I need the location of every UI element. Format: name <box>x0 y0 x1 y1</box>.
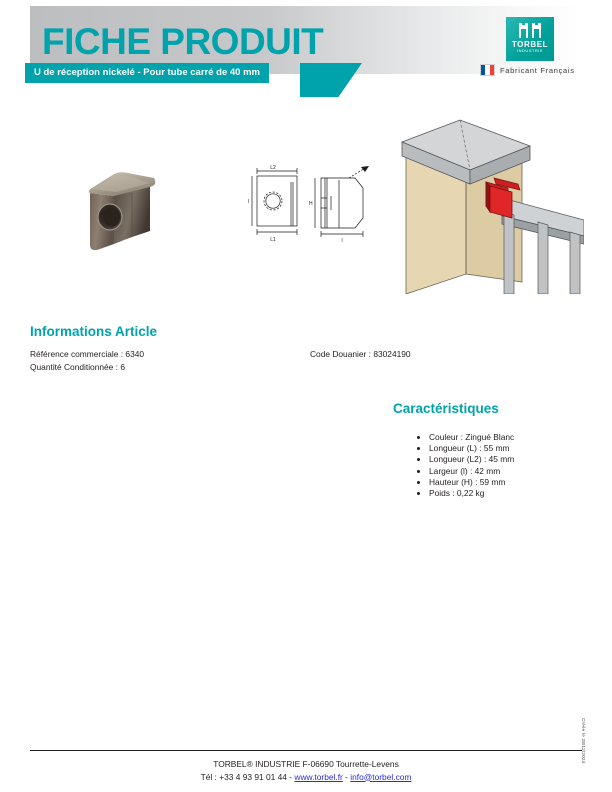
made-in-france-label: Fabricant Français <box>500 65 575 75</box>
caracteristiques-heading: Caractéristiques <box>393 401 499 416</box>
installation-render <box>398 112 584 294</box>
list-item: • Poids : 0,22 kg <box>429 488 514 499</box>
product-photo <box>72 163 182 255</box>
logo-tagline: INDUSTRIE <box>516 48 544 53</box>
informations-article-heading: Informations Article <box>30 324 158 339</box>
list-item: • Longueur (L) : 55 mm <box>429 443 514 454</box>
svg-text:H: H <box>309 201 313 207</box>
page-header <box>0 0 612 100</box>
list-item: • Hauteur (H) : 59 mm <box>429 477 514 488</box>
logo-wordmark: TORBEL <box>511 40 549 49</box>
torbel-logo <box>506 17 554 61</box>
quantite-conditionnee: Quantité Conditionnée : 6 <box>30 362 125 372</box>
svg-text:l: l <box>248 199 250 205</box>
castle-tower-icon <box>517 23 543 39</box>
footer-company: TORBEL® INDUSTRIE F-06690 Tourrette-Levens <box>213 759 399 769</box>
website-link[interactable]: www.torbel.fr <box>294 771 343 782</box>
svg-text:L2: L2 <box>270 165 276 171</box>
creation-date-vertical: Créée le 28/12/2024 <box>581 718 586 764</box>
list-item: • Couleur : Zingué Blanc <box>429 432 514 443</box>
footer-contact <box>0 771 612 784</box>
email-link[interactable]: info@torbel.com <box>350 771 412 782</box>
product-subtitle: U de réception nickelé - Pour tube carré de 40 mm <box>25 63 269 83</box>
code-douanier: Code Douanier : 83024190 <box>310 349 411 359</box>
technical-drawings <box>243 162 375 250</box>
subtitle-banner-tail <box>300 63 362 97</box>
list-item: • Largeur (l) : 42 mm <box>429 466 514 477</box>
caracteristiques-list <box>415 432 514 499</box>
page-footer <box>0 758 612 783</box>
list-item: • Longueur (L2) : 45 mm <box>429 454 514 465</box>
footer-separator: - <box>342 771 351 782</box>
svg-text:L1: L1 <box>270 237 276 243</box>
svg-text:l: l <box>341 238 343 244</box>
french-flag-icon <box>480 64 495 76</box>
page-title: FICHE PRODUIT <box>42 21 324 62</box>
reference-commerciale: Référence commerciale : 6340 <box>30 349 145 359</box>
footer-phone: Tél : +33 4 93 91 01 44 - <box>200 771 295 782</box>
footer-divider <box>30 750 582 751</box>
made-in-france-badge <box>480 64 575 76</box>
